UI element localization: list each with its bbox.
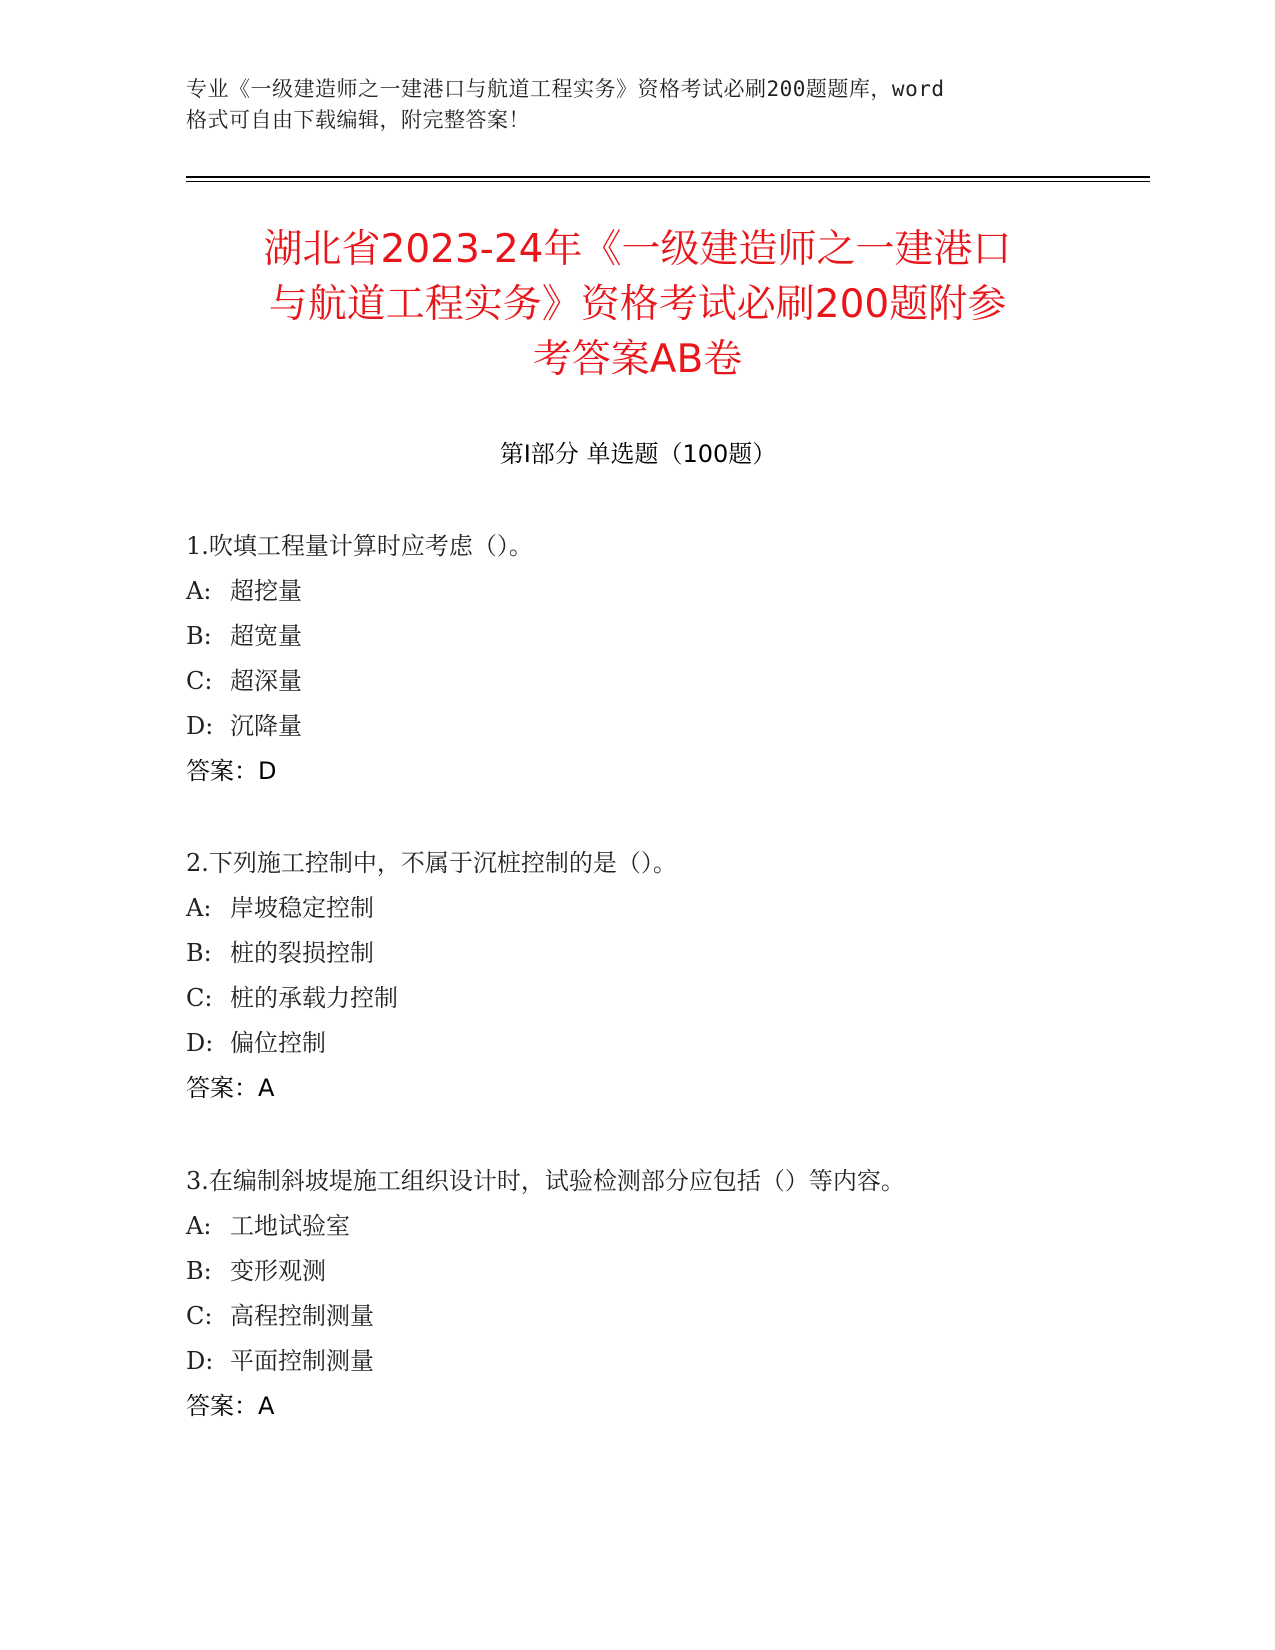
section-heading: 第Ⅰ部分 单选题（100题） [499, 440, 777, 468]
option-row [186, 659, 1086, 704]
question-stem: 2.下列施工控制中，不属于沉桩控制的是（）。 [186, 849, 677, 877]
option-text: 高程控制测量 [230, 1302, 374, 1330]
option-text: 变形观测 [230, 1257, 326, 1285]
option-row [186, 614, 1086, 659]
option-key: B: [186, 622, 212, 650]
option-row [186, 976, 1086, 1021]
answer-line: 答案：A [186, 1074, 275, 1102]
option-text: 超挖量 [230, 577, 302, 605]
option-text: 超深量 [230, 667, 302, 695]
question-stem: 3.在编制斜坡堤施工组织设计时，试验检测部分应包括（）等内容。 [186, 1167, 905, 1195]
option-key: C: [186, 667, 213, 695]
option-row [186, 1204, 1086, 1249]
option-text: 超宽量 [230, 622, 302, 650]
option-row [186, 1249, 1086, 1294]
option-key: B: [186, 1257, 212, 1285]
header-note-line-2: 格式可自由下载编辑，附完整答案！ [186, 108, 530, 132]
title-line-1: 湖北省2023-24年《一级建造师之一建港口 [263, 227, 1012, 272]
option-text: 沉降量 [230, 712, 302, 740]
option-text: 工地试验室 [230, 1212, 350, 1240]
question-block [186, 841, 1086, 1111]
option-row [186, 1294, 1086, 1339]
question-block [186, 1159, 1086, 1429]
option-key: C: [186, 984, 213, 1012]
answer-line: 答案：A [186, 1392, 275, 1420]
option-key: D: [186, 1347, 214, 1375]
option-key: A: [186, 577, 212, 605]
option-key: B: [186, 939, 212, 967]
option-row [186, 569, 1086, 614]
question-block [186, 524, 1086, 794]
option-key: D: [186, 1029, 214, 1057]
option-row [186, 1021, 1086, 1066]
title-line-3: 考答案AB卷 [532, 337, 743, 382]
option-text: 桩的承载力控制 [230, 984, 398, 1012]
option-row [186, 931, 1086, 976]
option-row [186, 704, 1086, 749]
option-key: D: [186, 712, 214, 740]
option-text: 岸坡稳定控制 [230, 894, 374, 922]
option-key: A: [186, 1212, 212, 1240]
option-text: 偏位控制 [230, 1029, 326, 1057]
option-text: 桩的裂损控制 [230, 939, 374, 967]
document-title [170, 222, 1105, 387]
option-key: A: [186, 894, 212, 922]
title-line-2: 与航道工程实务》资格考试必刷200题附参 [268, 282, 1007, 327]
option-key: C: [186, 1302, 213, 1330]
header-note-line-1: 专业《一级建造师之一建港口与航道工程实务》资格考试必刷200题题库，word [186, 77, 945, 101]
option-row [186, 1339, 1086, 1384]
question-stem: 1.吹填工程量计算时应考虑（）。 [186, 532, 533, 560]
option-text: 平面控制测量 [230, 1347, 374, 1375]
option-row [186, 886, 1086, 931]
header-rule-thick [186, 176, 1150, 178]
answer-line: 答案：D [186, 757, 277, 785]
header-rule-thin [186, 181, 1150, 182]
header-note [186, 74, 1066, 136]
